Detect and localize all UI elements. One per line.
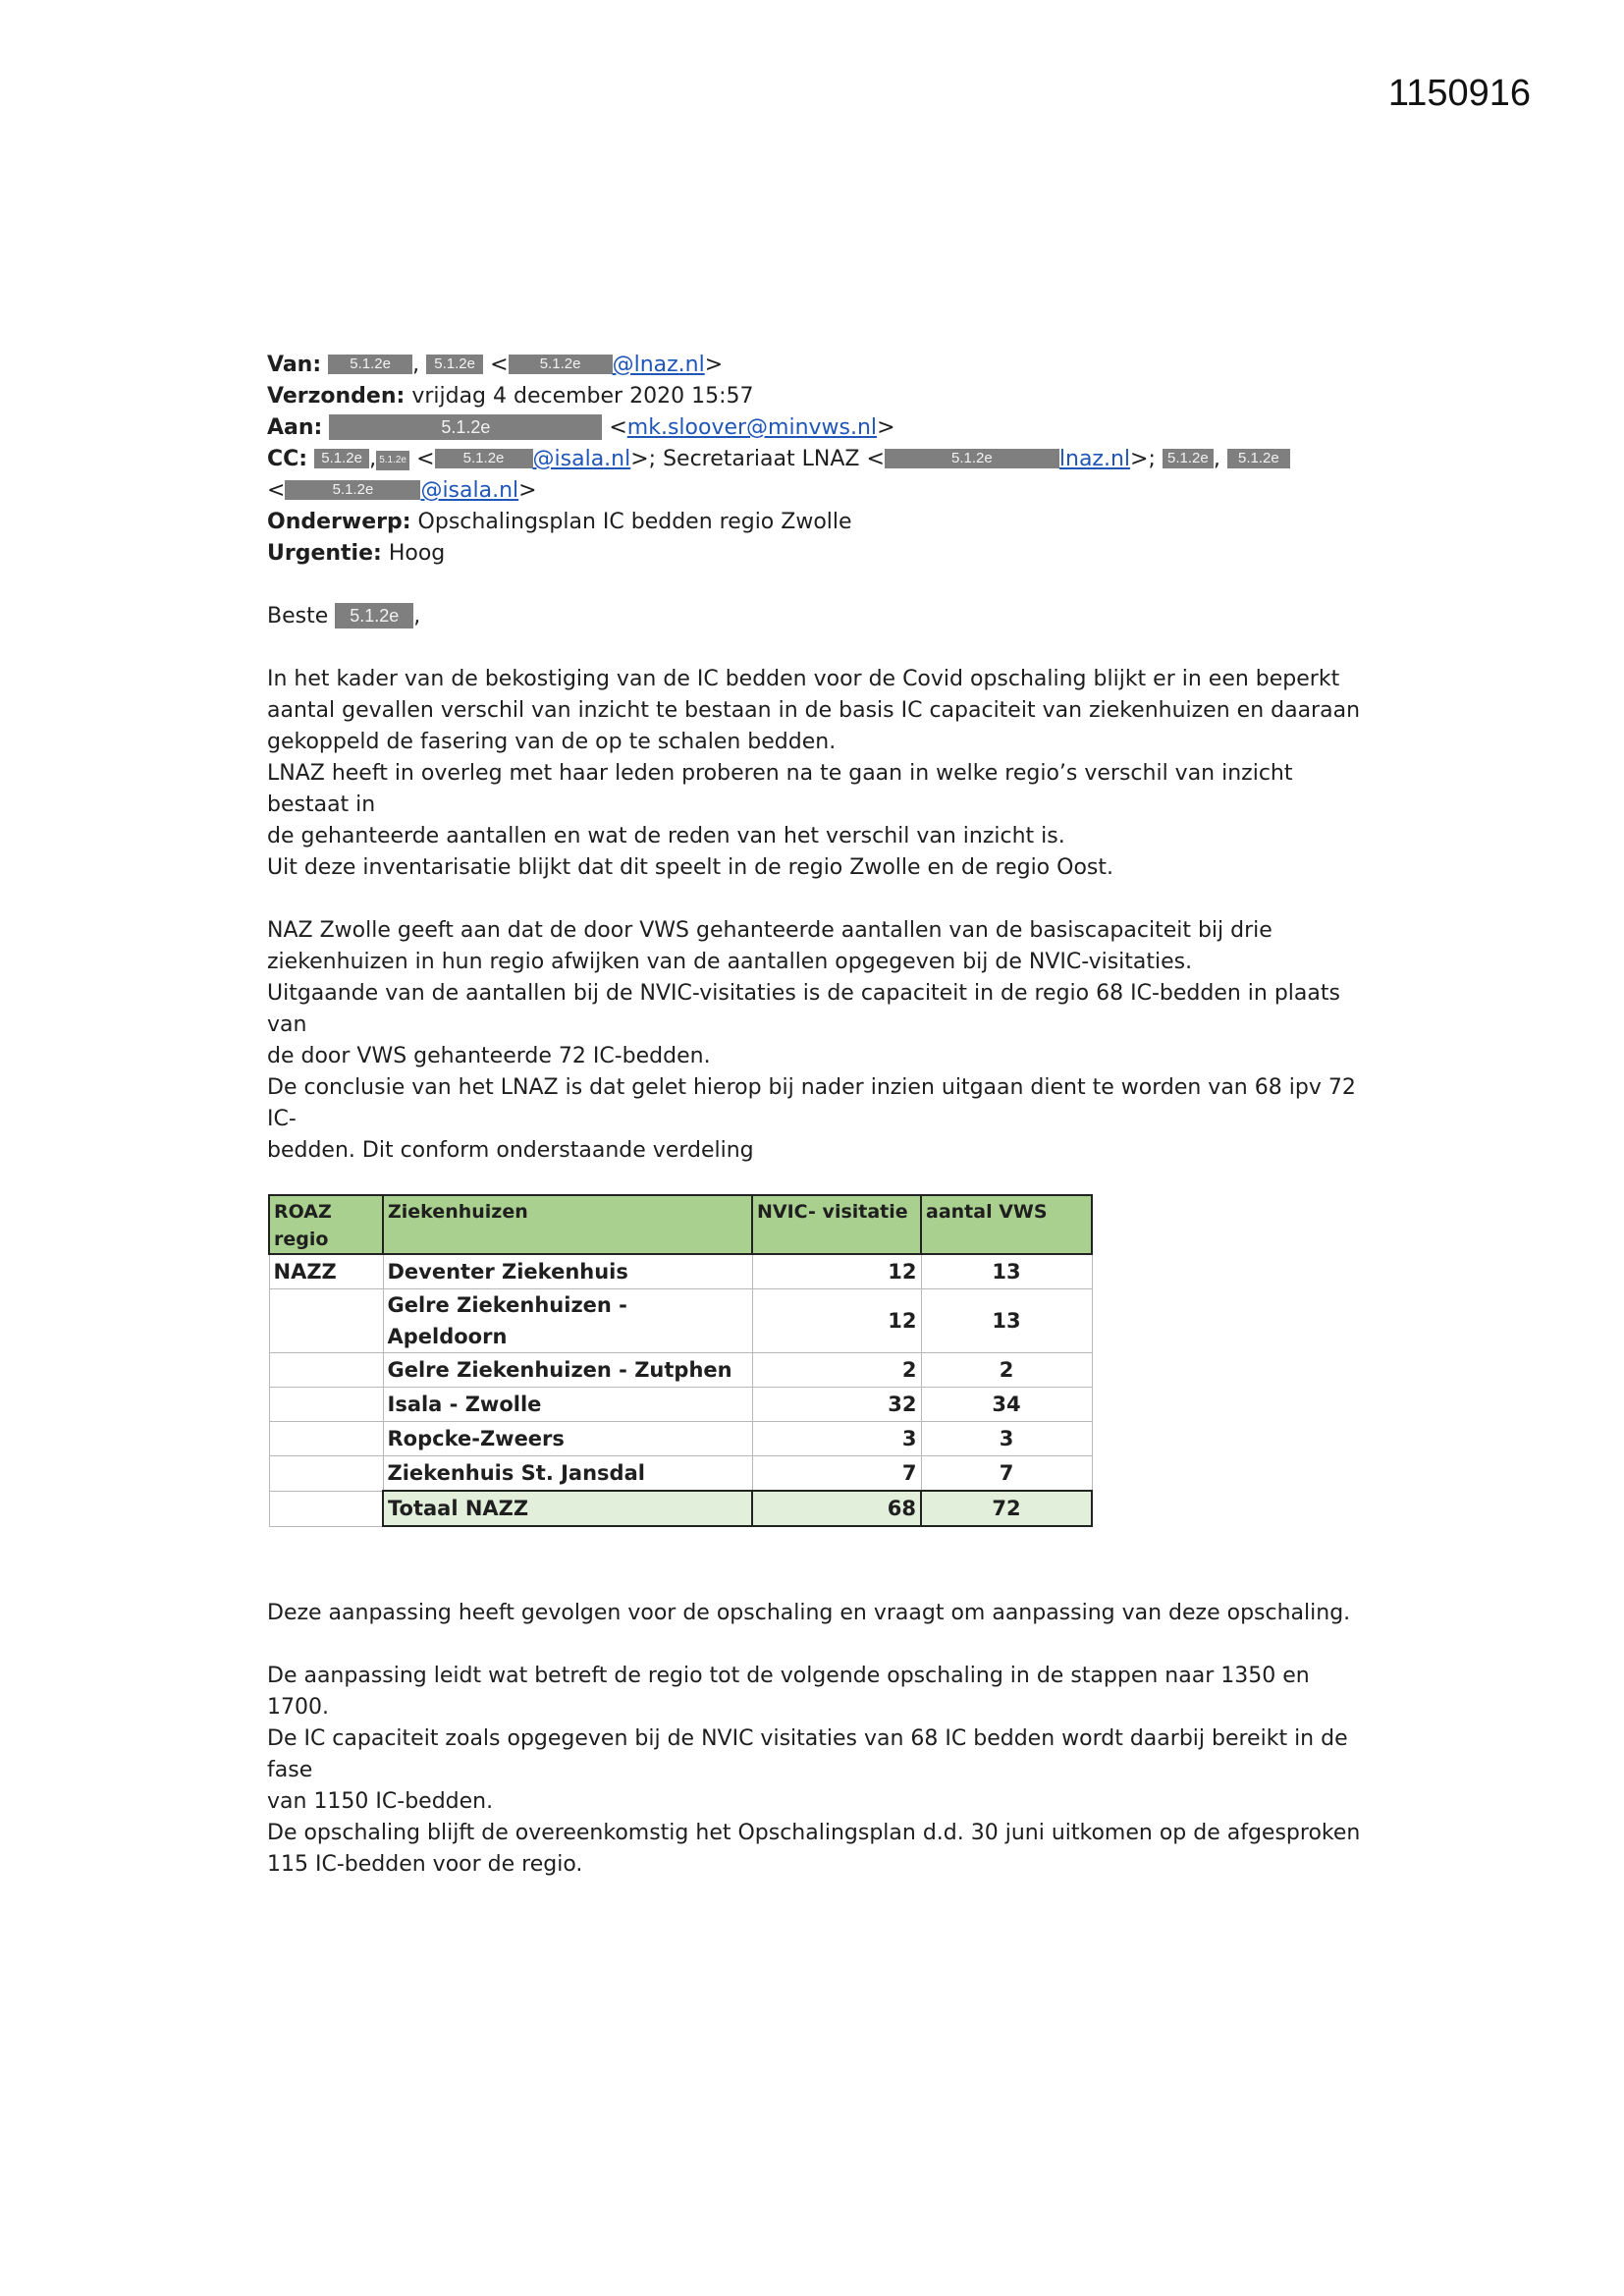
header-van: Van: 5.1.2e , 5.1.2e < 5.1.2e @lnaz.nl> <box>267 353 724 377</box>
table-header-row <box>269 1195 1092 1254</box>
table-cell-vws: 3 <box>921 1422 1092 1456</box>
cc-secretariaat: ; Secretariaat LNAZ < <box>648 447 885 471</box>
table-row <box>269 1456 1092 1492</box>
verzonden-value: vrijdag 4 december 2020 15:57 <box>411 384 754 409</box>
text-line: De IC capaciteit zoals opgegeven bij de NVIC visitaties van 68 IC bedden wordt daarbij bereikt in de fase <box>267 1726 1348 1782</box>
table-cell-region <box>269 1456 383 1492</box>
text-line: De opschaling blijft de overeenkomstig het Opschalingsplan d.d. 30 juni uitkomen op de afgesproken <box>267 1821 1361 1845</box>
table-header: Ziekenhuizen <box>383 1195 752 1254</box>
text-line: In het kader van de bekostiging van de IC bedden voor de Covid opschaling blijkt er in een beperkt <box>267 667 1340 691</box>
paragraph-1 <box>267 664 1367 884</box>
text-line: de gehanteerde aantallen en wat de reden van het verschil van inzicht is. <box>267 824 1065 848</box>
van-label: Van: <box>267 353 322 377</box>
table-row <box>269 1422 1092 1456</box>
table-row <box>269 1388 1092 1422</box>
redaction: 5.1.2e <box>435 449 533 468</box>
paragraph-3 <box>267 1598 1367 1629</box>
paragraph-4 <box>267 1661 1367 1881</box>
verzonden-label: Verzonden: <box>267 384 406 409</box>
table-cell-total-vws: 72 <box>921 1491 1092 1526</box>
document-number: 1150916 <box>1387 73 1531 114</box>
redaction: 5.1.2e <box>1227 449 1290 468</box>
redaction: 5.1.2e <box>885 449 1059 468</box>
table-cell-nvic: 3 <box>752 1422 921 1456</box>
text-line: van 1150 IC-bedden. <box>267 1789 494 1814</box>
table-header: ROAZ regio <box>269 1195 383 1254</box>
greeting: Beste 5.1.2e , <box>267 604 421 629</box>
header-aan: Aan: 5.1.2e <mk.sloover@minvws.nl> <box>267 415 895 440</box>
table-cell-hospital: Gelre Ziekenhuizen - Apeldoorn <box>383 1289 752 1353</box>
text-line: bedden. Dit conform onderstaande verdeling <box>267 1138 754 1163</box>
redaction: 5.1.2e <box>1163 449 1214 468</box>
table-header: NVIC- visitatie <box>752 1195 921 1254</box>
table-cell-vws: 13 <box>921 1289 1092 1353</box>
text-line: NAZ Zwolle geeft aan dat de door VWS gehanteerde aantallen van de basiscapaciteit bij drie <box>267 918 1272 943</box>
redaction: 5.1.2e <box>426 355 483 374</box>
table-cell-total-label: Totaal NAZZ <box>383 1491 752 1526</box>
table-header: aantal VWS <box>921 1195 1092 1254</box>
redaction: 5.1.2e <box>285 480 420 500</box>
table-cell-nvic: 7 <box>752 1456 921 1492</box>
table-cell-nvic: 32 <box>752 1388 921 1422</box>
table-cell-vws: 13 <box>921 1254 1092 1289</box>
text-line: ziekenhuizen in hun regio afwijken van de aantallen opgegeven bij de NVIC-visitaties. <box>267 950 1193 974</box>
urgentie-value: Hoog <box>388 541 446 566</box>
paragraph-2 <box>267 915 1367 1167</box>
table-row <box>269 1353 1092 1388</box>
table-cell-vws: 7 <box>921 1456 1092 1492</box>
urgentie-label: Urgentie: <box>267 541 382 566</box>
van-email-link[interactable]: @lnaz.nl <box>612 353 705 377</box>
table-cell-region <box>269 1289 383 1353</box>
table-cell-region <box>269 1353 383 1388</box>
text-line: de door VWS gehanteerde 72 IC-bedden. <box>267 1044 711 1068</box>
table-cell-total-nvic: 68 <box>752 1491 921 1526</box>
email-body <box>267 350 1367 1881</box>
header-verzonden <box>267 381 1367 412</box>
table-cell-nvic: 12 <box>752 1254 921 1289</box>
header-urgentie <box>267 538 1367 570</box>
table-cell-region <box>269 1422 383 1456</box>
text-line: Uit deze inventarisatie blijkt dat dit speelt in de regio Zwolle en de regio Oost. <box>267 855 1113 880</box>
redaction: 5.1.2e <box>314 449 369 468</box>
table-cell-vws: 2 <box>921 1353 1092 1388</box>
table-cell-hospital: Gelre Ziekenhuizen - Zutphen <box>383 1353 752 1388</box>
table-cell-vws: 34 <box>921 1388 1092 1422</box>
cc-email-link-isala[interactable]: @isala.nl <box>532 447 631 471</box>
redaction: 5.1.2e <box>328 355 412 374</box>
table-total-row <box>269 1491 1092 1526</box>
text-line: Uitgaande van de aantallen bij de NVIC-visitaties is de capaciteit in de regio 68 IC-bedden in plaats van <box>267 981 1340 1037</box>
aan-email-link[interactable]: mk.sloover@minvws.nl <box>626 415 878 440</box>
table-row <box>269 1254 1092 1289</box>
header-cc-continued: < 5.1.2e @isala.nl> <box>267 478 537 503</box>
redaction: 5.1.2e <box>329 414 602 440</box>
text-line: 115 IC-bedden voor de regio. <box>267 1852 583 1877</box>
redaction: 5.1.2e <box>376 451 409 470</box>
text-line: gekoppeld de fasering van de op te schalen bedden. <box>267 730 837 754</box>
cc2-email-link[interactable]: @isala.nl <box>420 478 519 503</box>
table-cell-hospital: Deventer Ziekenhuis <box>383 1254 752 1289</box>
table-cell-region <box>269 1388 383 1422</box>
text-line: De conclusie van het LNAZ is dat gelet hierop bij nader inzien uitgaan dient te worden van 68 ipv 72 IC- <box>267 1075 1356 1131</box>
table-cell-region <box>269 1491 383 1526</box>
table-row <box>269 1289 1092 1353</box>
table-cell-nvic: 2 <box>752 1353 921 1388</box>
text-line: De aanpassing leidt wat betreft de regio tot de volgende opschaling in de stappen naar 1350 en 1700. <box>267 1664 1310 1720</box>
table-cell-nvic: 12 <box>752 1289 921 1353</box>
onderwerp-label: Onderwerp: <box>267 510 411 534</box>
table-cell-hospital: Isala - Zwolle <box>383 1388 752 1422</box>
header-onderwerp <box>267 507 1367 538</box>
redaction: 5.1.2e <box>335 603 413 629</box>
text-line: LNAZ heeft in overleg met haar leden proberen na te gaan in welke regio’s verschil van inzicht bestaat in <box>267 761 1293 817</box>
redaction: 5.1.2e <box>509 355 613 374</box>
ic-beds-table <box>268 1194 1093 1527</box>
header-cc: CC: 5.1.2e , 5.1.2e < 5.1.2e @isala.nl>; Secretariaat LNAZ < 5.1.2e lnaz.nl>; 5.1.2e , 5.1.2e <box>267 444 1367 475</box>
cc-label: CC: <box>267 447 308 471</box>
table-cell-hospital: Ropcke-Zweers <box>383 1422 752 1456</box>
text-line: aantal gevallen verschil van inzicht te bestaan in de basis IC capaciteit van ziekenhuizen en daaraan <box>267 698 1361 723</box>
greeting-text: Beste <box>267 604 329 629</box>
cc-email-link-lnaz[interactable]: lnaz.nl <box>1058 447 1131 471</box>
text-line: Deze aanpassing heeft gevolgen voor de opschaling en vraagt om aanpassing van deze opschaling. <box>267 1601 1351 1625</box>
aan-label: Aan: <box>267 415 323 440</box>
onderwerp-value: Opschalingsplan IC bedden regio Zwolle <box>417 510 852 534</box>
table-cell-hospital: Ziekenhuis St. Jansdal <box>383 1456 752 1492</box>
table-cell-region: NAZZ <box>269 1254 383 1289</box>
